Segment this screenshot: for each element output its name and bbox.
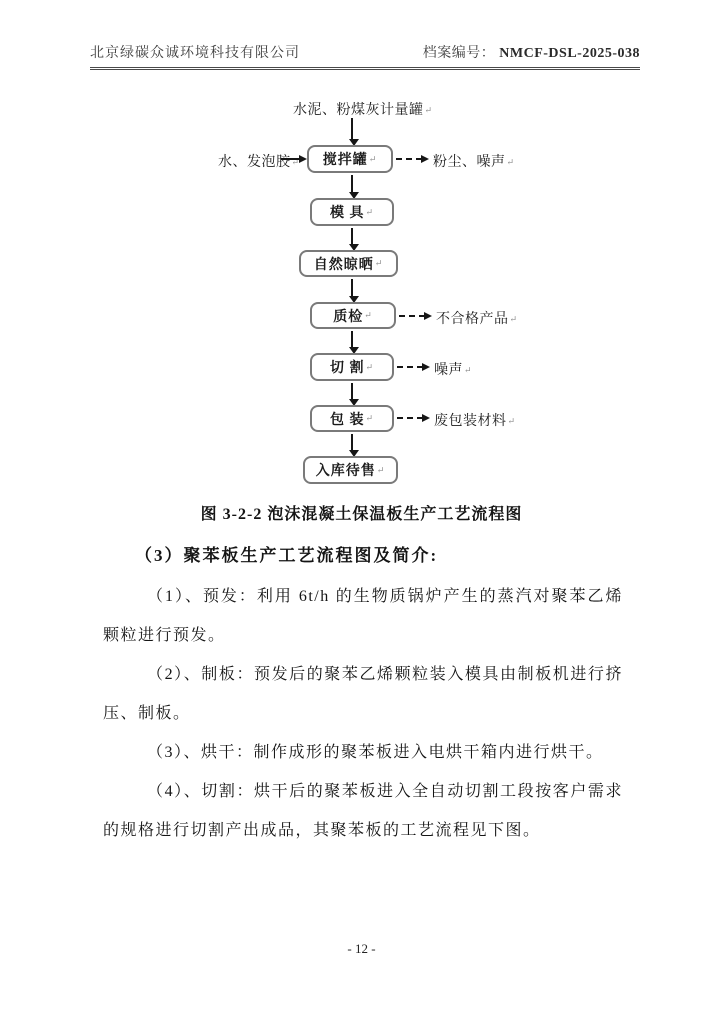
arrow-down-5 [351, 331, 353, 348]
arrow-rejects [399, 315, 425, 317]
flow-node-cutting: 切 割 ↵ [310, 353, 394, 381]
flow-output-noise: 噪声↵ [434, 363, 473, 378]
return-mark: ↵ [365, 413, 375, 423]
arrow-left-input [281, 158, 300, 160]
return-mark: ↵ [368, 153, 378, 164]
return-mark: ↵ [365, 206, 375, 217]
arrow-down-3 [351, 228, 353, 245]
return-mark: ↵ [291, 157, 300, 167]
flow-output-rejects: 不合格产品↵ [436, 312, 518, 327]
arrow-waste-packaging [397, 417, 423, 419]
return-mark: ↵ [376, 464, 386, 475]
company-name: 北京绿碳众诚环境科技有限公司 [90, 46, 300, 61]
arrow-dust-noise [396, 158, 422, 160]
return-mark: ↵ [365, 361, 375, 372]
arrow-down-4 [351, 279, 353, 297]
flow-output-waste-packaging: 废包装材料↵ [434, 414, 516, 429]
flow-node-storage: 入库待售 ↵ [303, 456, 398, 484]
paragraph-drying: （3）、烘干：制作成形的聚苯板进入电烘干箱内进行烘干。 [147, 744, 604, 761]
flow-node-packing: 包 装 ↵ [310, 405, 394, 432]
flow-node-mold: 模 具 ↵ [310, 198, 394, 226]
return-mark: ↵ [509, 314, 518, 324]
flow-node-quality-check: 质检 ↵ [310, 302, 396, 329]
return-mark: ↵ [424, 105, 433, 115]
archive-number: NMCF-DSL-2025-038 [499, 46, 640, 61]
page-number: - 12 - [347, 941, 376, 956]
return-mark: ↵ [374, 258, 384, 268]
flow-input-top: 水泥、粉煤灰计量罐↵ [293, 103, 433, 118]
archive-label: 档案编号： [422, 46, 496, 61]
arrow-down-7 [351, 434, 353, 451]
arrow-noise [397, 366, 423, 368]
return-mark: ↵ [507, 416, 516, 426]
return-mark: ↵ [364, 310, 373, 320]
figure-caption: 图 3-2-2 泡沫混凝土保温板生产工艺流程图 [200, 506, 523, 523]
return-mark: ↵ [506, 157, 515, 167]
arrow-down-2 [351, 175, 353, 193]
paragraph-board-making: （2）、制板：预发后的聚苯乙烯颗粒装入模具由制板机进行挤压、制板。 [103, 666, 623, 722]
flow-node-air-drying: 自然晾晒 ↵ [299, 250, 398, 277]
return-mark: ↵ [464, 365, 473, 375]
body-text [103, 577, 623, 850]
paragraph-prefoam: （1）、预发：利用 6t/h 的生物质锅炉产生的蒸汽对聚苯乙烯颗粒进行预发。 [103, 588, 623, 644]
process-flowchart [0, 0, 723, 500]
flow-node-mixing-tank: 搅拌罐 ↵ [307, 145, 393, 173]
flow-input-left: 水、发泡胶↵ [218, 155, 300, 170]
paragraph-cutting: （4）、切割：烘干后的聚苯板进入全自动切割工段按客户需求的规格进行切割产出成品，其聚苯板的工艺流程见下图。 [103, 783, 623, 839]
arrow-down-6 [351, 383, 353, 400]
flow-output-dust-noise: 粉尘、噪声↵ [433, 155, 515, 170]
arrow-down-1 [351, 118, 353, 140]
section-heading: （3）聚苯板生产工艺流程图及简介: [135, 546, 439, 565]
